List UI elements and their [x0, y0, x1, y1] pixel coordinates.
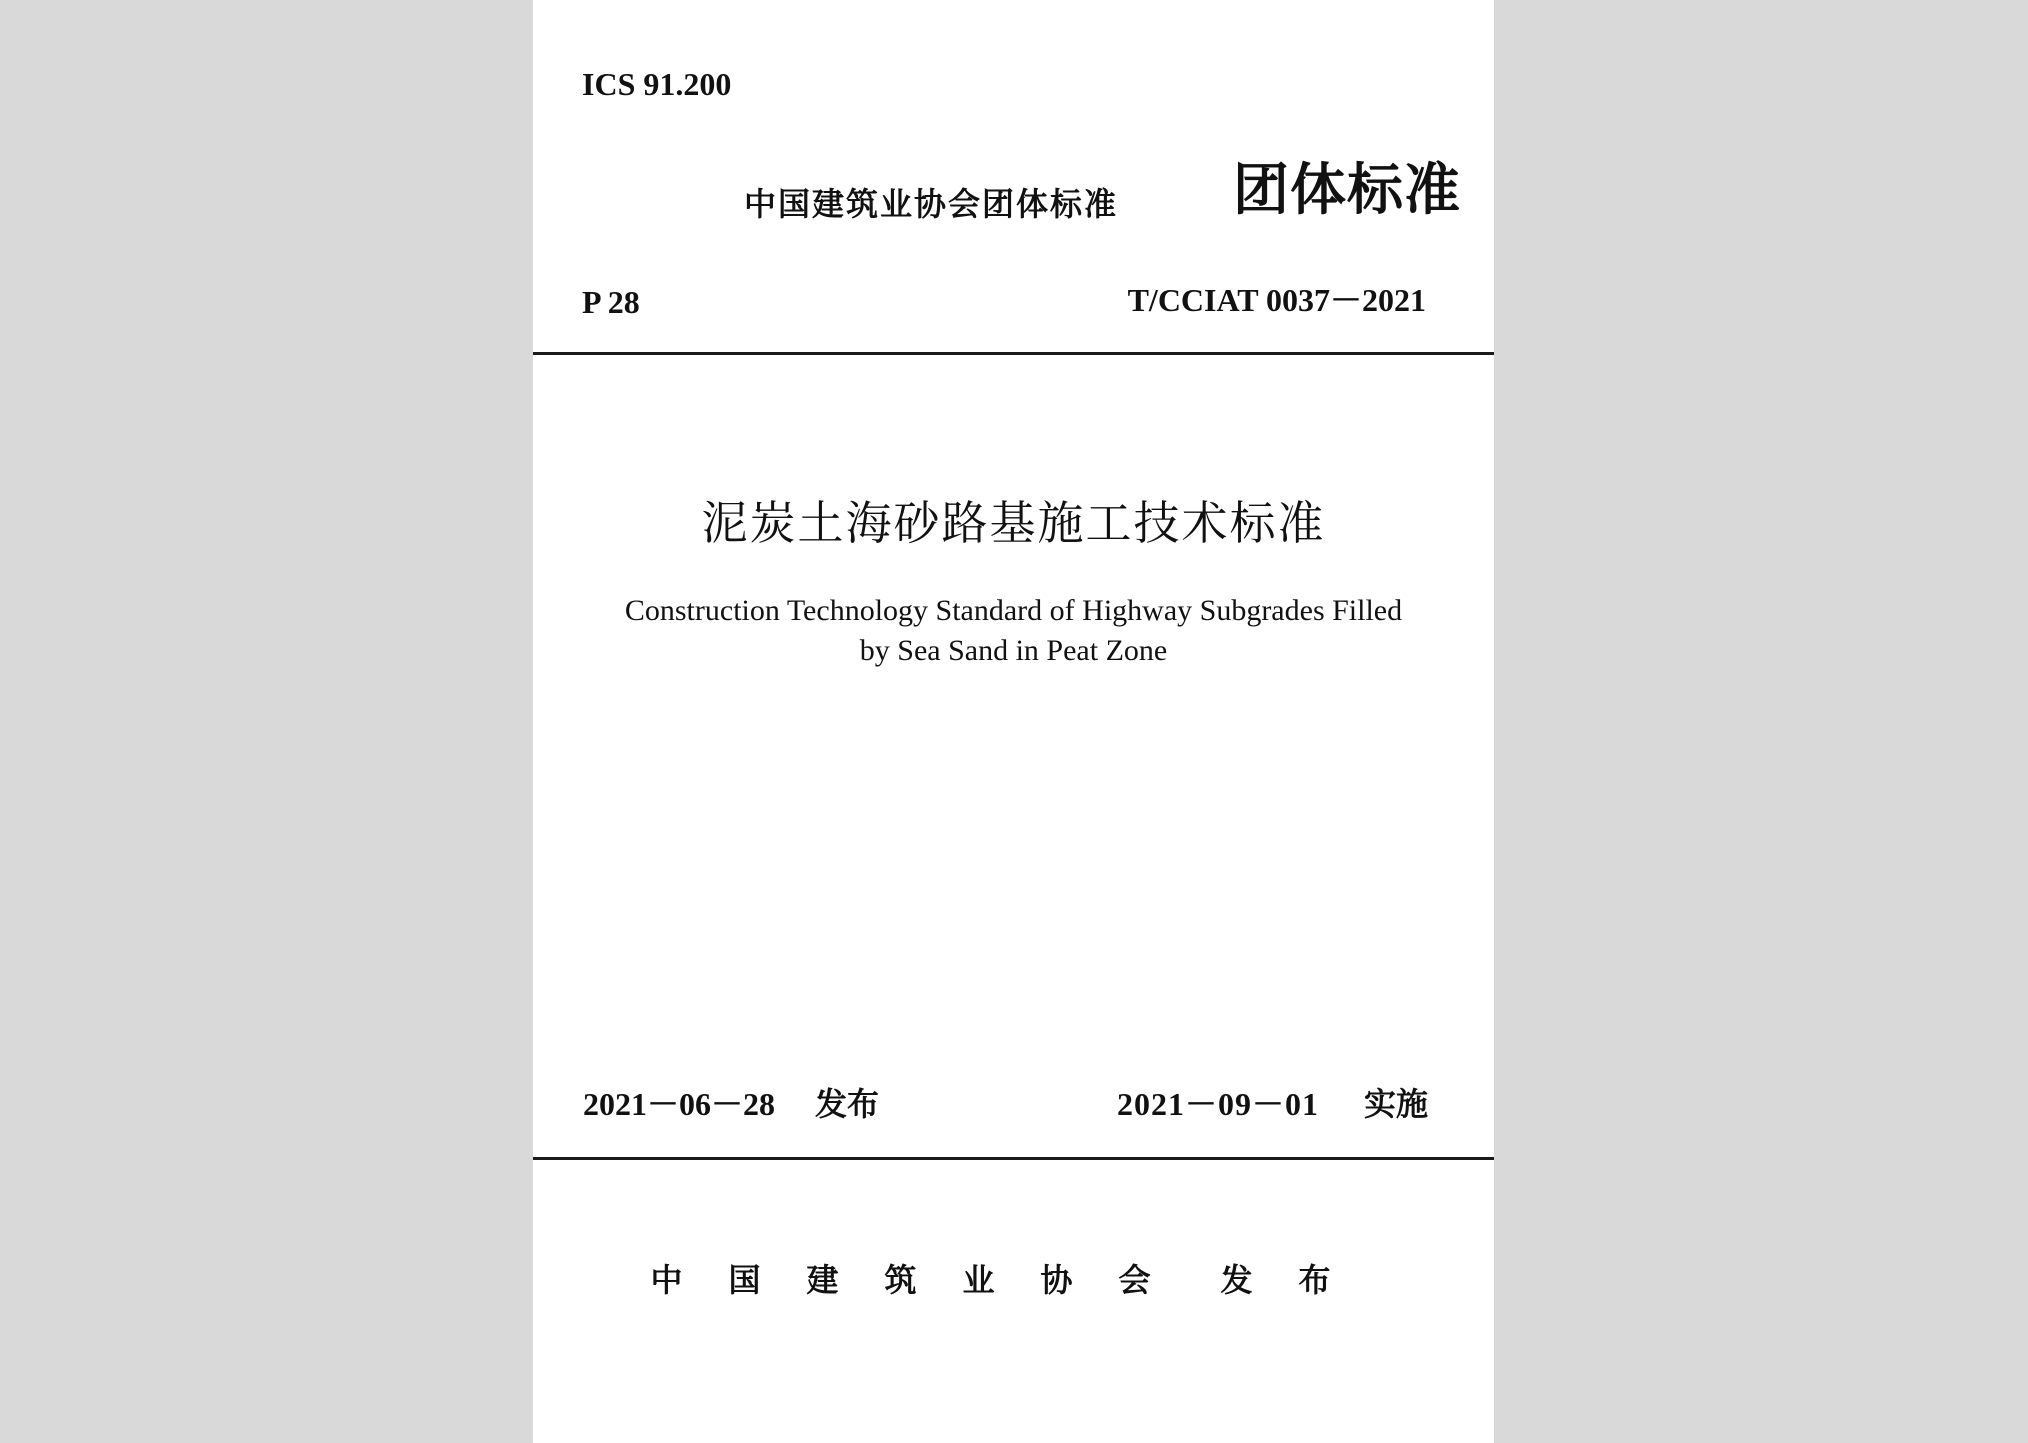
standard-number: T/CCIAT 0037－2021 — [1127, 282, 1426, 318]
publisher-org: 中国建筑业协会 — [650, 1261, 1197, 1299]
top-divider — [533, 352, 1494, 355]
publisher-action: 发布 — [1220, 1261, 1377, 1299]
association-standard-label: 中国建筑业协会团体标准 — [744, 185, 1119, 223]
implementation-date: 2021－09－01 — [1117, 1086, 1320, 1122]
bottom-divider — [533, 1157, 1494, 1160]
publisher-line — [533, 1261, 1494, 1299]
issue-label: 发布 — [815, 1085, 880, 1123]
chinese-title: 泥炭土海砂路基施工技术标准 — [701, 496, 1326, 550]
ics-code: ICS 91.200 — [582, 66, 732, 102]
english-title-line-2: by Sea Sand in Peat Zone — [859, 634, 1168, 667]
classification-code: P 28 — [582, 284, 640, 320]
issue-date: 2021－06－28 — [583, 1086, 776, 1122]
standard-cover-page — [533, 0, 1494, 1443]
english-title — [533, 591, 1494, 671]
group-standard-label: 团体标准 — [1233, 158, 1461, 223]
english-title-line-1: Construction Technology Standard of Highway Subgrades Filled — [624, 594, 1403, 627]
implementation-label: 实施 — [1363, 1085, 1428, 1123]
